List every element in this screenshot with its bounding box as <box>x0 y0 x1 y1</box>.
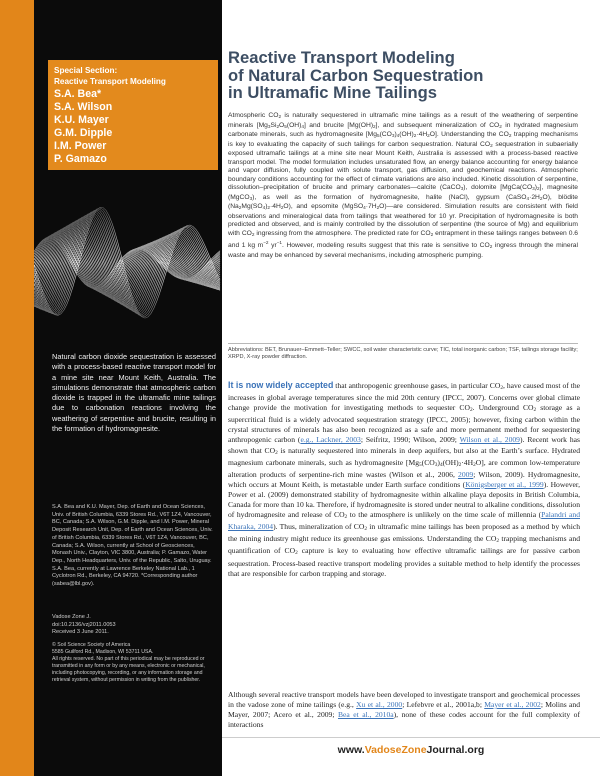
body-paragraph-2: Although several reactive transport models have been developed to investigate transport and geochemical processes in the vadose zone of mine tailings (e.g., Xu et al., 2000; Lefebvre et al., 2001a,b; Mayer et al., 2002; Molins and Mayer, 2007; Acero et al., 2009; Bea et al., 2010a), none of these codes account for the full complexity of interactions <box>228 690 580 730</box>
title-line: of Natural Carbon Sequestration <box>228 65 484 85</box>
journal-url[interactable]: www.VadoseZoneJournal.org <box>337 744 485 756</box>
received-date: Received 3 June 2011. <box>52 629 109 636</box>
author: S.A. Wilson <box>54 101 113 113</box>
wave-line <box>34 225 220 299</box>
section-name: Reactive Transport Modeling <box>54 77 166 86</box>
author: I.M. Power <box>54 140 107 152</box>
affiliations: S.A. Bea and K.U. Mayer, Dep. of Earth and Ocean Sciences, Univ. of British Columbia, 6339 Stores Rd., V6T 1Z4, Vancouver, BC, Canada; S.A. Wilson, G.M. Dipple, and I.M. Power, Mineral Deposit Research Unit, Dep. of Earth and Ocean Sciences, Univ. of British Columbia, 6339 Stores Rd., V6T 1Z4, Vancouver, BC, Canada; S.A. Wilson, currently at School of Geosciences, Monash Univ., Clayton, VIC 3800, Australia; P. Gamazo, Water Dep., North Headquarters, Univ. of the Republic, Salto, Uruguay. S.A. Bea, currently at Lawrence Berkeley National Lab., 1 Cyclotron Rd., Berkeley, CA 94720. *Corresponding author (sabea@lbl.gov). <box>52 504 213 588</box>
wave-graphic <box>34 170 222 360</box>
wave-line <box>34 214 220 310</box>
copyright <box>52 642 216 685</box>
citation-link[interactable]: 2009 <box>458 469 474 479</box>
article-summary: Natural carbon dioxide sequestration is assessed with a process-based reactive transport model for a mine site near Mount Keith, Australia. The simulations demonstrate that atmospheric carbon dioxide is trapped in the ultramafic mine tailings due to carbonation reactions involving the weathering of serpentine and brucite, resulting in the formation of hydromagnesite. <box>52 352 216 434</box>
author: S.A. Bea* <box>54 88 102 100</box>
article-title <box>228 49 568 102</box>
society: © Soil Science Society of America <box>52 642 131 648</box>
section-label: Special Section: <box>54 66 118 75</box>
abstract: Atmospheric $CO_2$ is naturally sequestered in ultramafic mine tailings as a result of the weathering of serpentine minerals $[Mg_3Si_2O_5(OH)_4]$ and brucite $[Mg(OH)_2]$, and subsequent mineralization of $CO_2$ in hydrated magnesium carbonate minerals, such as hydromagnesite $[Mg_5(CO_3)_4(OH)_2\cdot 4H_2O]$. Understanding the $CO_2$ trapping mechanisms is key to evaluating the capacity of such tailings for carbon sequestration. Natural $CO_2$ sequestration in subaerially exposed ultramafic tailings at a mine site near Mount Keith, Australia is assessed with a process-based reactive transport model. The model formulation includes unsaturated flow, an energy balance accounting for energy balance and vapor diffusion, fully coupled with solute transport, gas diffusion, and geochemical reactions. Atmospheric boundary conditions accounting for the effect of climate variations are also included. Kinetic dissolution of serpentine, dissolution–precipitation of brucite and primary carbonates—calcite (CaCO$_3$), dolomite $[MgCa(CO_3)_2]$, magnesite (MgCO$_3$), as well as the formation of hydromagnesite, halite (NaCl), gypsum $(CaSO_4\cdot 2H_2O)$, blödite $(Na_2Mg(SO_4)_2\cdot 4H_2O)$, and epsomite $(MgSO_4\cdot 7H_2O)—are$ considered. Simulation results are consistent with field observations and mineralogical data from tailings that weathered for 10 yr. Precipitation of hydromagnesite is both predicted and observed, and is mainly controlled by the dissolution of serpentine (the source of Mg) and equilibrium with $CO_2$ ingressing from the atmosphere. The predicted rate for $CO_2$ entrapment in these tailings ranges between 0.6 and 1 kg $m^{-2}$ $yr^{-1}$. However, modeling results suggest that this rate is sensitive to $CO_2$ ingress through the mineral waste and may be enhanced by several mechanisms, including atmospheric pumping. <box>228 112 579 259</box>
author-list <box>48 86 218 170</box>
citation-link[interactable]: Bea et al., 2010a <box>337 710 394 720</box>
rights-text: All rights reserved. No part of this periodical may be reproduced or transmitted in any form or by any means, electronic or mechanical, including photocopying, recording, or any information storage and retrieval system, without permission in writing from the publisher. <box>52 656 205 684</box>
citation-link[interactable]: Mayer et al., 2002 <box>484 700 541 710</box>
author: P. Gamazo <box>54 153 107 165</box>
citation-link[interactable]: e.g., Lackner, 2003 <box>300 435 361 445</box>
author: G.M. Dipple <box>54 127 113 139</box>
abbreviations: Abbreviations: BET, Brunauer–Emmett–Teller; SWCC, soil water characteristic curve; TIC, total inorganic carbon; TSF, tailings storage facility; XRPD, X-ray powder diffraction. <box>228 343 578 362</box>
body-paragraph-1: It is now widely accepted that anthropogenic greenhouse gases, in particular $CO_2$, have caused most of the increases in global average temperatures since the mid 20th century (IPCC, 2007). Concerns over global climate change provide the motivation for investigating methods to sequester $CO_2$. Underground $CO_2$ storage as a supercritical fluid is a widely advocated sequestration strategy (IPCC, 2005); however, fixing carbon within the crystal structures of minerals has also been recognized as a safe and more permanent method for sequestering anthropogenic carbon (e.g., Lackner, 2003; Seifritz, 1990; Wilson, 2009; Wilson et al., 2009). Recent work has shown that $CO_2$ is naturally sequestered into minerals in deep aquifers, but also at the Earth’s surface. Hydrated magnesium carbonate minerals, such as hydromagnesite $[Mg_5(CO_3)_4(OH)_2\cdot 4H_2O]$, are common low-temperature alteration products of serpentine-rich mine wastes (Wilson et al., 2006, 2009; Wilson, 2009). Hydromagnesite, which occurs at Mount Keith, is metastable under Earth surface conditions (Königsberger et al., 1999). However, Power et al. (2009) demonstrated stability of hydromagnesite within alkaline playa deposits in British Columbia, Canada for more than 10 ka. Therefore, if hydromagnesite is stored under neutral to alkaline conditions, dissolution of hydromagnesite and release of $CO_2$ to the atmosphere is unlikely on the time scale of millennia (Palandri and Kharaka, 2004). Thus, mineralization of $CO_2$ in ultramafic mine tailings has been proposed as a method by which the mining industry might reduce its greenhouse gas emissions. Understanding the $CO_2$ trapping mechanisms and quantification of $CO_2$ capture is key to evaluating how effective ultramafic tailings are for passive carbon sequestration. Process-based reactive transport modeling provides a suitable method to help identify the processes that are responsible for carbon trapping and storage. <box>228 380 580 578</box>
footer-divider <box>222 737 600 738</box>
citation-link[interactable]: Palandri and Kharaka, 2004 <box>228 510 580 532</box>
title-line: Reactive Transport Modeling <box>228 48 455 67</box>
doi: doi:10.2136/vzj2011.0053 <box>52 621 116 628</box>
citation-link[interactable]: Wilson et al., 2009 <box>459 435 520 445</box>
journal-info <box>52 614 216 637</box>
orange-band <box>0 0 34 776</box>
citation-link[interactable]: Königsberger et al., 1999 <box>465 479 544 489</box>
title-line: in Ultramafic Mine Tailings <box>228 83 437 102</box>
lead-in: It is now widely accepted <box>228 380 334 390</box>
society-address: 5585 Guilford Rd., Madison, WI 53711 USA. <box>52 649 154 656</box>
citation-link[interactable]: Xu et al., 2000 <box>356 700 403 710</box>
journal-name: Vadose Zone J. <box>52 614 91 620</box>
author: K.U. Mayer <box>54 114 109 126</box>
